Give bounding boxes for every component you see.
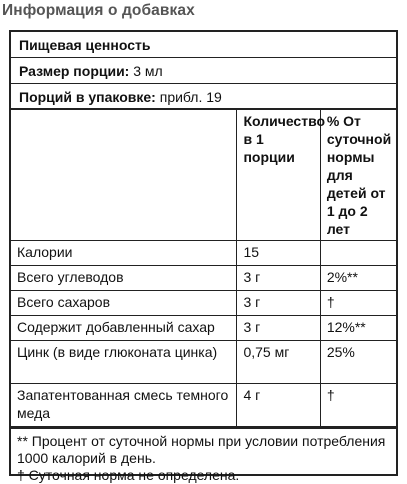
table-row xyxy=(11,384,396,427)
servings-label: Порций в упаковке: xyxy=(19,89,156,105)
nutrient-name: Содержит добавленный сахар xyxy=(11,316,237,341)
nutrient-daily-value: † xyxy=(320,384,396,427)
table-row xyxy=(11,316,396,341)
page-title: Информация о добавках xyxy=(2,2,195,19)
servings-per-container-row xyxy=(11,84,396,110)
footnotes xyxy=(11,427,396,484)
serving-size-value: 3 мл xyxy=(133,63,163,79)
nutrient-name: Всего сахаров xyxy=(11,291,237,316)
nutrient-daily-value: 12%** xyxy=(320,316,396,341)
nutrient-amount: 3 г xyxy=(237,291,320,316)
nutrient-amount: 4 г xyxy=(237,384,320,427)
daily-value-column-header: % От суточной нормы для детей от 1 до 2 лет xyxy=(320,110,396,241)
serving-size-row xyxy=(11,58,396,84)
nutrient-daily-value xyxy=(320,241,396,266)
nutrient-name: Всего углеводов xyxy=(11,266,237,291)
footnote-not-established: † Суточная норма не определена. xyxy=(17,467,240,483)
panel-title: Пищевая ценность xyxy=(11,32,396,58)
nutrient-amount: 3 г xyxy=(237,266,320,291)
serving-size-label: Размер порции: xyxy=(19,63,130,79)
table-header-row xyxy=(11,110,396,241)
nutrient-name: Цинк (в виде глюконата цинка) xyxy=(11,341,237,384)
nutrients-table xyxy=(11,110,396,427)
nutrient-daily-value: 25% xyxy=(320,341,396,384)
header-blank-cell xyxy=(11,110,237,241)
nutrient-name: Калории xyxy=(11,241,237,266)
nutrient-daily-value: † xyxy=(320,291,396,316)
amount-column-header: Количество в 1 порции xyxy=(237,110,320,241)
nutrient-amount: 0,75 мг xyxy=(237,341,320,384)
table-row xyxy=(11,341,396,384)
footnote-daily-value: ** Процент от суточной нормы при условии потребления 1000 калорий в день. xyxy=(17,433,386,466)
nutrient-amount: 3 г xyxy=(237,316,320,341)
nutrient-daily-value: 2%** xyxy=(320,266,396,291)
supplement-facts-panel xyxy=(9,30,398,483)
servings-value: прибл. 19 xyxy=(159,89,222,105)
table-row xyxy=(11,241,396,266)
nutrient-amount: 15 xyxy=(237,241,320,266)
nutrient-name: Запатентованная смесь темного меда xyxy=(11,384,237,427)
table-row xyxy=(11,266,396,291)
table-row xyxy=(11,291,396,316)
